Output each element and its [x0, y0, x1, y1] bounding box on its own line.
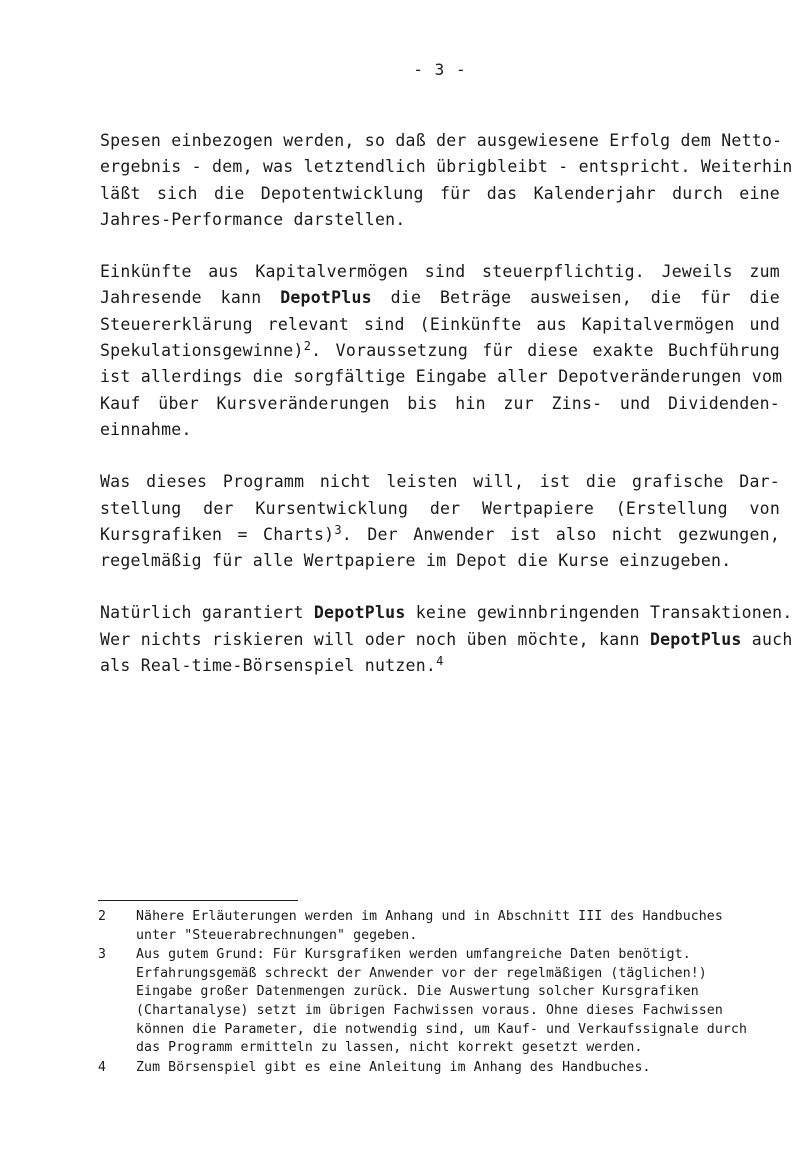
text-line [100, 600, 793, 626]
text-line: ergebnis - dem, was letztendlich übrigbleibt - entspricht. Weiterhin [100, 157, 793, 177]
text-line: Spesen einbezogen werden, so daß der ausgewiesene Erfolg dem Netto- [100, 131, 783, 150]
text-line: läßt sich die Depotentwicklung für das Kalenderjahr durch eine [100, 183, 780, 203]
brand-name: DepotPlus [313, 603, 406, 623]
text-fragment: als Real-time-Börsenspiel nutzen. [100, 656, 437, 676]
footnote-3 [98, 946, 778, 1058]
text-line: Was dieses Programm nicht leisten will, ist die grafische Dar- [100, 472, 780, 492]
footnote-line: (Chartanalyse) setzt im übrigen Fachwissen voraus. Ohne dieses Fachwissen [136, 1002, 723, 1018]
text-line [100, 285, 780, 311]
page-number: - 3 - [413, 60, 467, 79]
text-line: Steuererklärung relevant sind (Einkünfte aus Kapitalvermögen und [100, 314, 780, 334]
text-fragment: Wer nichts riskieren will oder noch üben möchte, kann [100, 629, 650, 649]
paragraph-1 [100, 128, 793, 233]
text-line [100, 653, 780, 679]
text-fragment: Kursgrafiken = Charts) [100, 524, 335, 544]
brand-name: DepotPlus [280, 288, 372, 308]
footnote-divider [98, 900, 298, 901]
text-fragment: Spekulationsgewinne) [100, 341, 304, 361]
footnote-number: 4 [98, 1059, 107, 1075]
text-fragment: die Beträge ausweisen, die für die [371, 288, 780, 308]
paragraph-2 [100, 259, 783, 443]
body-text [100, 128, 793, 705]
footnote-2 [98, 908, 778, 945]
footnote-text [136, 908, 778, 945]
footnote-ref-4: 4 [436, 654, 444, 669]
footnote-text [136, 1059, 778, 1078]
footnote-line: Aus gutem Grund: Für Kursgrafiken werden umfangreiche Daten benötigt. [136, 947, 691, 963]
footnote-line: unter "Steuerabrechnungen" gegeben. [136, 927, 418, 943]
footnote-number: 2 [98, 909, 107, 924]
footnote-text [136, 946, 778, 1058]
text-fragment: . Der Anwender ist also nicht gezwungen, [341, 524, 780, 544]
text-line [100, 627, 793, 653]
footnote-number: 3 [98, 947, 107, 963]
text-line: stellung der Kursentwicklung der Wertpapiere (Erstellung von [100, 498, 780, 518]
paragraph-3 [100, 469, 780, 574]
text-line: regelmäßig für alle Wertpapiere im Depot die Kurse einzugeben. [100, 551, 732, 571]
footnote-ref-2: 2 [303, 339, 312, 354]
paragraph-4 [100, 600, 793, 679]
brand-name: DepotPlus [649, 629, 742, 649]
text-line: einnahme. [100, 419, 192, 439]
text-fragment: . Voraussetzung für diese exakte Buchführung [311, 341, 780, 361]
footnote-line: Eingabe großer Datenmengen zurück. Die Auswertung solcher Kursgrafiken [136, 984, 699, 1000]
footnote-line: Erfahrungsgemäß schreckt der Anwender vor der regelmäßigen (täglichen!) [136, 965, 707, 981]
footnote-line: können die Parameter, die notwendig sind, um Kauf- und Verkaufssignale durch [136, 1021, 748, 1037]
text-line [100, 338, 780, 364]
text-line: Kauf über Kursveränderungen bis hin zur Zins- und Dividenden- [100, 393, 780, 413]
text-line: Einkünfte aus Kapitalvermögen sind steuerpflichtig. Jeweils zum [100, 262, 780, 282]
text-fragment: Jahresende kann [100, 288, 281, 308]
footnote-line: das Programm ermitteln zu lassen, nicht korrekt gesetzt werden. [136, 1040, 643, 1056]
text-fragment: auch [741, 629, 793, 649]
text-fragment: keine gewinnbringenden Transaktionen. [405, 603, 793, 623]
text-fragment: Natürlich garantiert [100, 603, 314, 623]
footnote-ref-3: 3 [334, 522, 342, 537]
text-line: Jahres-Performance darstellen. [100, 209, 406, 229]
footnote-line: Nähere Erläuterungen werden im Anhang und in Abschnitt III des Handbuches [136, 909, 723, 924]
footnotes [98, 908, 778, 1078]
footnote-line: Zum Börsenspiel gibt es eine Anleitung im Anhang des Handbuches. [136, 1059, 651, 1075]
footnote-4 [98, 1059, 778, 1078]
text-line [100, 522, 780, 548]
text-line: ist allerdings die sorgfältige Eingabe aller Depotveränderungen vom [100, 367, 783, 387]
